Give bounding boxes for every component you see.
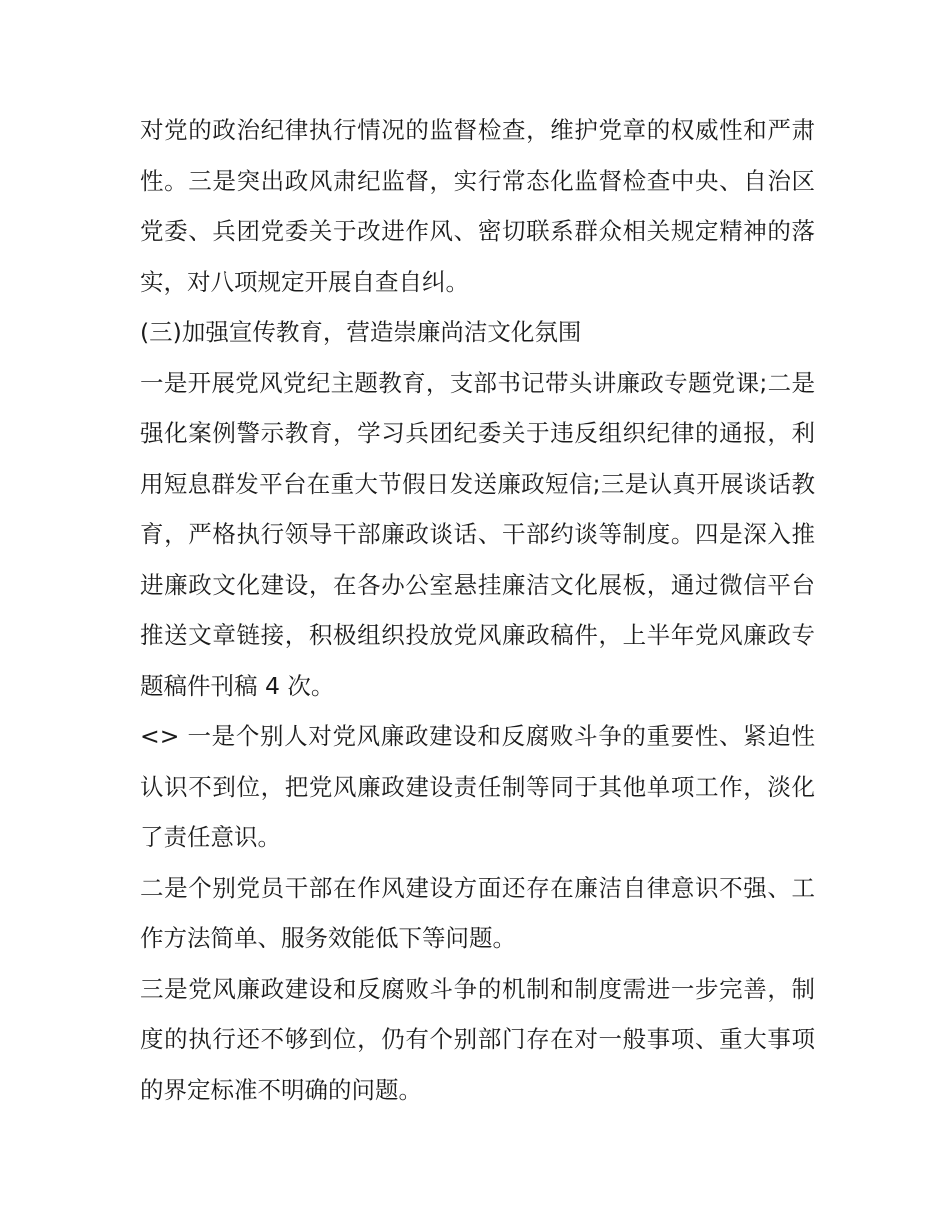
paragraph-problem-one: <> 一是个别人对党风廉政建设和反腐败斗争的重要性、紧迫性认识不到位，把党风廉政建设责任制等同于其他单项工作，淡化了责任意识。 [140,722,815,851]
document-body [140,105,815,1115]
paragraph-problem-three: 三是党风廉政建设和反腐败斗争的机制和制度需进一步完善，制度的执行还不够到位，仍有个别部门存在对一般事项、重大事项的界定标准不明确的问题。 [140,974,815,1104]
paragraph-education-measures: 一是开展党风党纪主题教育，支部书记带头讲廉政专题党课;二是强化案例警示教育，学习兵团纪委关于违反组织纪律的通报，利用短息群发平台在重大节假日发送廉政短信;三是认真开展谈话教育，严格执行领导干部廉政谈话、干部约谈等制度。四是深入推进廉政文化建设，在各办公室悬挂廉洁文化展板，通过微信平台推送文章链接，积极组织投放党风廉政稿件，上半年党风廉政专题稿件刊稿 4 次。 [140,368,815,700]
paragraph-supervision: 对党的政治纪律执行情况的监督检查，维护党章的权威性和严肃性。三是突出政风肃纪监督，实行常态化监督检查中央、自治区党委、兵团党委关于改进作风、密切联系群众相关规定精神的落实，对八项规定开展自查自纠。 [140,116,815,296]
section-heading-publicity-education: (三)加强宣传教育，营造崇廉尚洁文化氛围 [140,318,582,346]
paragraph-problem-two: 二是个别党员干部在作风建设方面还存在廉洁自律意识不强、工作方法简单、服务效能低下等问题。 [140,873,815,952]
